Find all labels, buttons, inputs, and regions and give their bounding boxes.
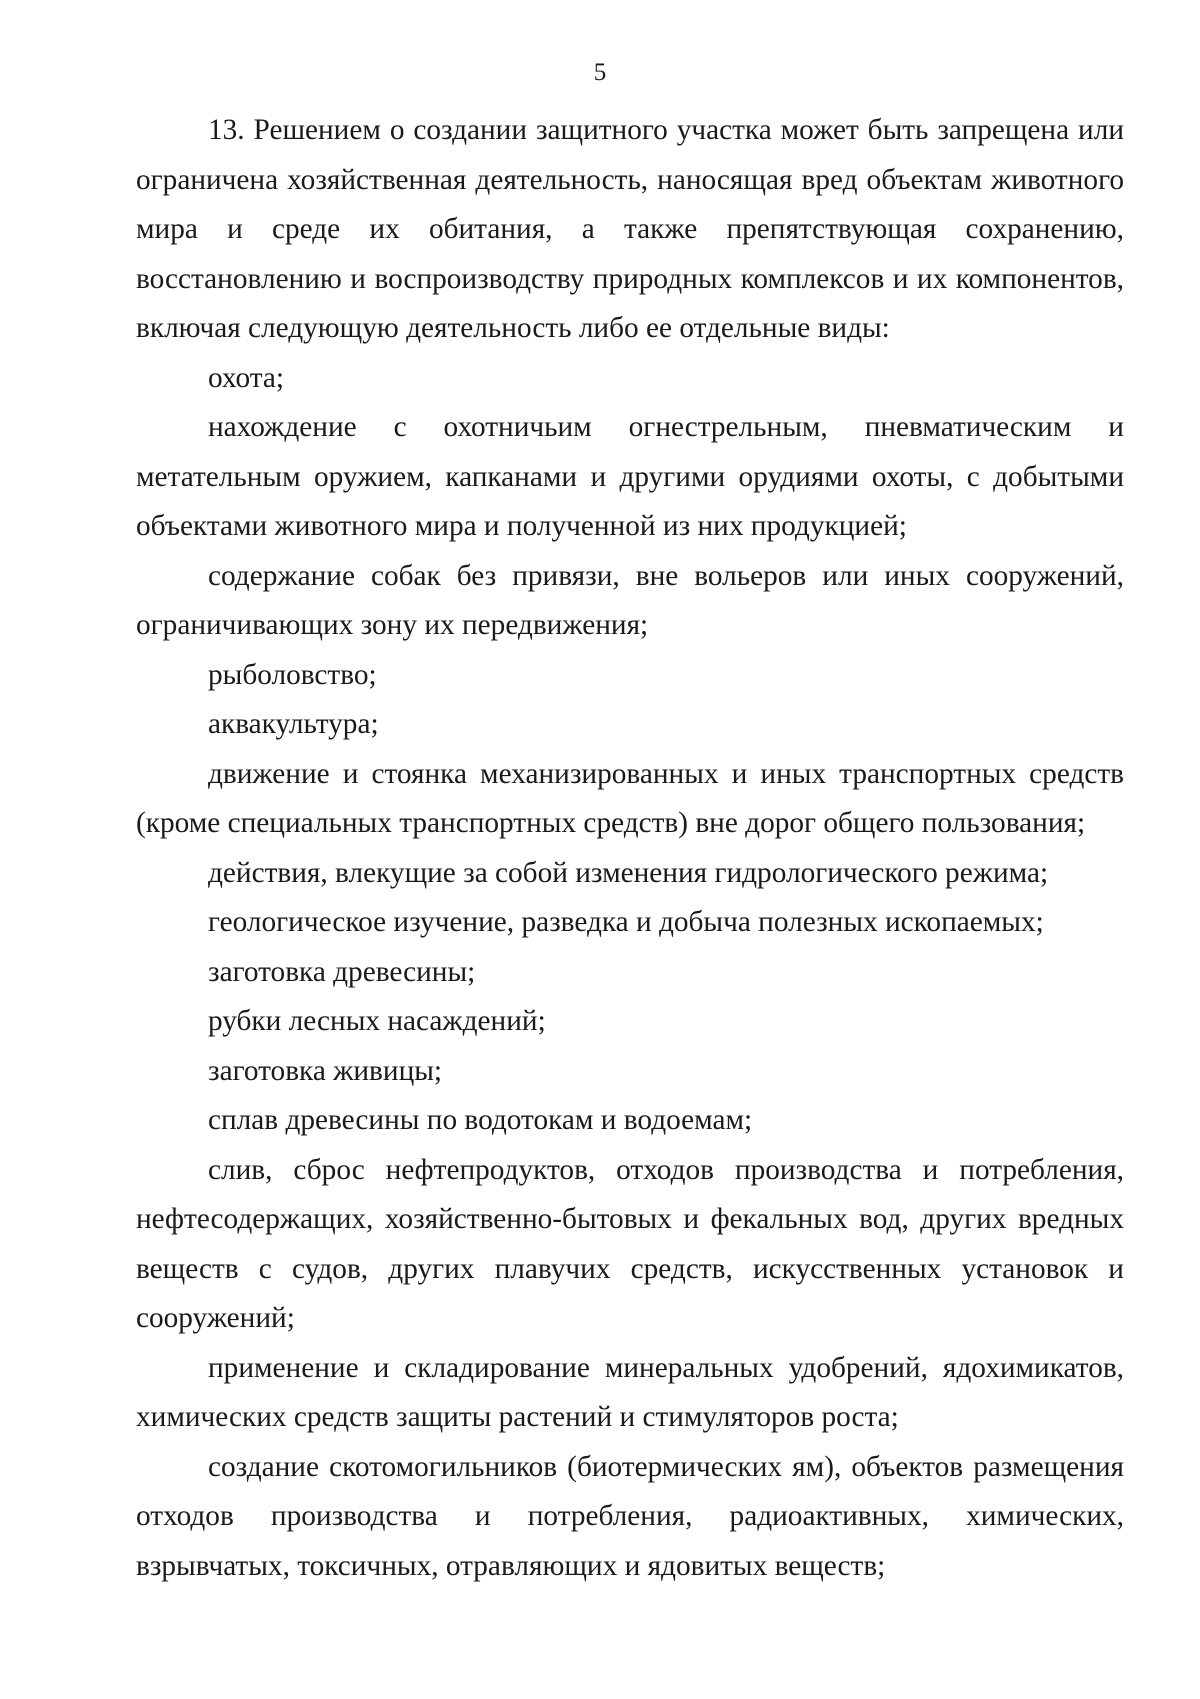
- page-number: 5: [593, 59, 607, 86]
- list-item-vehicles: движение и стоянка механизированных и иных транспортных средств (кроме специальных транспортных средств) вне дорог общего пользования;: [136, 757, 1124, 839]
- list-item-burial-sites: создание скотомогильников (биотермических ям), объектов размещения отходов производства и потребления, радиоактивных, химических, взрывчатых, токсичных, отравляющих и ядовитых веществ;: [136, 1450, 1124, 1582]
- list-item-fishing: рыболовство;: [208, 658, 377, 691]
- list-item-fertilizers: применение и складирование минеральных удобрений, ядохимикатов, химических средств защиты растений и стимуляторов роста;: [136, 1351, 1124, 1433]
- list-item-weapons: нахождение с охотничьим огнестрельным, пневматическим и метательным оружием, капканами и другими орудиями охоты, с добытыми объектами животного мира и полученной из них продукцией;: [136, 411, 1124, 542]
- list-item-timber-harvest: заготовка древесины;: [208, 955, 476, 988]
- list-item-dogs: содержание собак без привязи, вне вольеров или иных сооружений, ограничивающих зону их передвижения;: [136, 559, 1124, 641]
- document-body: [136, 106, 1124, 1591]
- list-item-hunting: охота;: [208, 361, 285, 394]
- list-item-timber-rafting: сплав древесины по водотокам и водоемам;: [208, 1104, 753, 1136]
- list-item-aquaculture: аквакультура;: [208, 708, 379, 740]
- list-item-resin: заготовка живицы;: [208, 1054, 443, 1087]
- list-item-discharge: слив, сброс нефтепродуктов, отходов производства и потребления, нефтесодержащих, хозяйственно-бытовых и фекальных вод, других вредных веществ с судов, других плавучих средств, искусственных установок и сооружений;: [136, 1153, 1124, 1334]
- list-item-hydrology: действия, влекущие за собой изменения гидрологического режима;: [208, 856, 1049, 889]
- list-item-logging: рубки лесных насаждений;: [208, 1005, 546, 1037]
- list-item-geology: геологическое изучение, разведка и добыча полезных ископаемых;: [208, 906, 1044, 938]
- paragraph-13: 13. Решением о создании защитного участка может быть запрещена или ограничена хозяйственная деятельность, наносящая вред объектам животного мира и среде их обитания, а также препятствующая сохранению, восстановлению и воспроизводству природных комплексов и их компонентов, включая следующую деятельность либо ее отдельные виды:: [136, 114, 1124, 344]
